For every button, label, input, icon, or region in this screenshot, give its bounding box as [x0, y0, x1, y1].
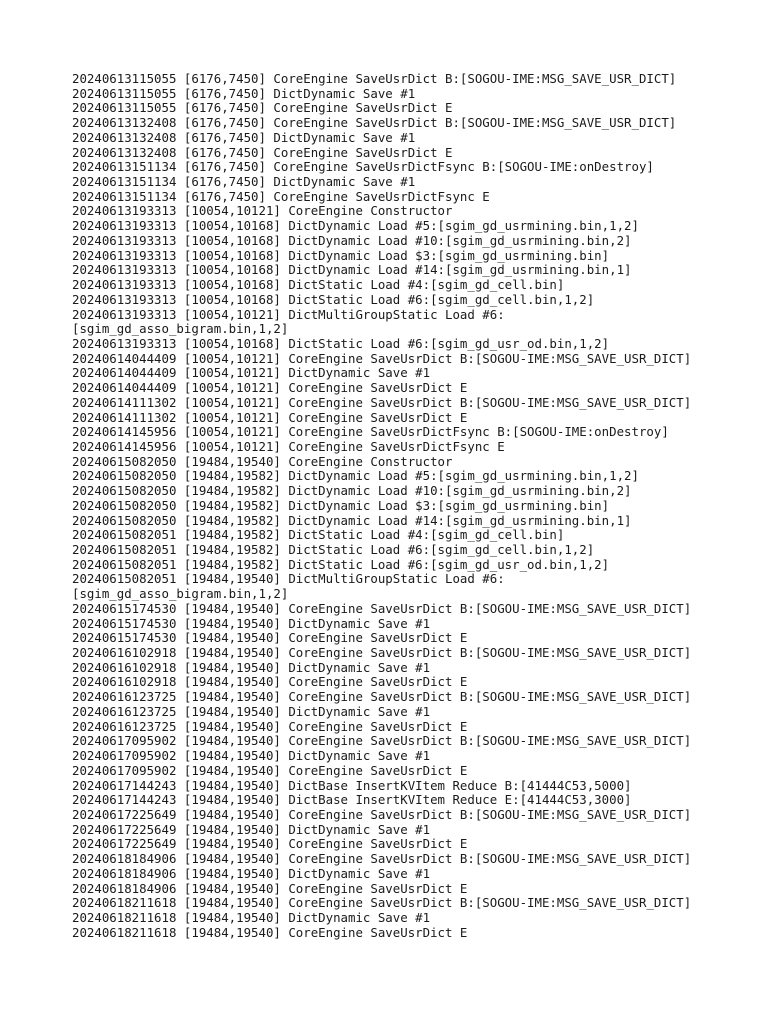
log-line: 20240615082050 [19484,19582] DictDynamic Load $3:[sgim_gd_usrmining.bin]	[72, 497, 610, 513]
log-line: 20240614044409 [10054,10121] DictDynamic Save #1	[72, 365, 431, 381]
log-line: 20240613115055 [6176,7450] CoreEngine SaveUsrDict B:[SOGOU-IME:MSG_SAVE_USR_DICT]	[72, 71, 677, 86]
log-line: [sgim_gd_asso_bigram.bin,1,2]	[72, 586, 289, 602]
log-line: 20240617095902 [19484,19540] DictDynamic Save #1	[72, 748, 431, 764]
log-line: 20240617095902 [19484,19540] CoreEngine SaveUsrDict E	[72, 762, 468, 778]
log-line: 20240614044409 [10054,10121] CoreEngine SaveUsrDict E	[72, 380, 468, 396]
log-line: 20240614145956 [10054,10121] CoreEngine SaveUsrDictFsync B:[SOGOU-IME:onDestroy]	[72, 424, 669, 440]
log-line: 20240617144243 [19484,19540] DictBase InsertKVItem Reduce E:[41444C53,3000]	[72, 792, 632, 808]
log-document	[72, 72, 732, 940]
log-line: 20240613193313 [10054,10168] DictDynamic Load $3:[sgim_gd_usrmining.bin]	[72, 247, 610, 263]
log-line: 20240615082050 [19484,19582] DictDynamic Load #14:[sgim_gd_usrmining.bin,1]	[72, 512, 632, 528]
log-line: 20240613132408 [6176,7450] DictDynamic Save #1	[72, 129, 416, 145]
log-line: 20240613193313 [10054,10168] DictDynamic Load #10:[sgim_gd_usrmining.bin,2]	[72, 232, 632, 248]
log-line: 20240616102918 [19484,19540] CoreEngine SaveUsrDict B:[SOGOU-IME:MSG_SAVE_USR_DICT]	[72, 645, 692, 661]
log-line: 20240618211618 [19484,19540] CoreEngine SaveUsrDict E	[72, 924, 468, 940]
log-line: 20240616123725 [19484,19540] CoreEngine SaveUsrDict E	[72, 718, 468, 734]
log-line: 20240613151134 [6176,7450] CoreEngine SaveUsrDictFsync E	[72, 188, 490, 204]
log-line: 20240617095902 [19484,19540] CoreEngine SaveUsrDict B:[SOGOU-IME:MSG_SAVE_USR_DICT]	[72, 733, 692, 749]
log-line: 20240617225649 [19484,19540] DictDynamic Save #1	[72, 821, 431, 837]
log-line: 20240615082050 [19484,19582] DictDynamic Load #5:[sgim_gd_usrmining.bin,1,2]	[72, 468, 639, 484]
log-line: 20240615082050 [19484,19540] CoreEngine Constructor	[72, 453, 453, 469]
log-line: 20240613151134 [6176,7450] CoreEngine SaveUsrDictFsync B:[SOGOU-IME:onDestroy]	[72, 159, 654, 175]
log-line: 20240613115055 [6176,7450] CoreEngine SaveUsrDict E	[72, 100, 453, 116]
log-line: 20240615082051 [19484,19582] DictStatic Load #6:[sgim_gd_cell.bin,1,2]	[72, 542, 595, 557]
log-line: 20240613132408 [6176,7450] CoreEngine SaveUsrDict E	[72, 144, 453, 160]
log-line: 20240617225649 [19484,19540] CoreEngine SaveUsrDict B:[SOGOU-IME:MSG_SAVE_USR_DICT]	[72, 806, 692, 822]
log-line: 20240613193313 [10054,10168] DictStatic Load #4:[sgim_gd_cell.bin]	[72, 277, 565, 293]
log-line: 20240613193313 [10054,10168] DictDynamic Load #14:[sgim_gd_usrmining.bin,1]	[72, 262, 632, 278]
log-line: 20240616123725 [19484,19540] DictDynamic Save #1	[72, 703, 431, 719]
log-line: 20240615174530 [19484,19540] CoreEngine SaveUsrDict E	[72, 630, 468, 646]
log-line: 20240615174530 [19484,19540] CoreEngine SaveUsrDict B:[SOGOU-IME:MSG_SAVE_USR_DICT]	[72, 600, 692, 616]
log-line: 20240618211618 [19484,19540] DictDynamic Save #1	[72, 909, 431, 925]
log-line: 20240613193313 [10054,10121] CoreEngine Constructor	[72, 203, 453, 219]
log-line: 20240618184906 [19484,19540] CoreEngine SaveUsrDict E	[72, 880, 468, 896]
log-line: 20240616102918 [19484,19540] CoreEngine SaveUsrDict E	[72, 674, 468, 690]
log-line: 20240613193313 [10054,10168] DictDynamic Load #5:[sgim_gd_usrmining.bin,1,2]	[72, 218, 639, 234]
log-line: 20240616102918 [19484,19540] DictDynamic Save #1	[72, 659, 431, 675]
log-line: 20240614145956 [10054,10121] CoreEngine SaveUsrDictFsync E	[72, 438, 505, 454]
log-line: 20240617225649 [19484,19540] CoreEngine SaveUsrDict E	[72, 836, 468, 852]
log-line: 20240614111302 [10054,10121] CoreEngine SaveUsrDict E	[72, 409, 468, 425]
log-line: 20240613115055 [6176,7450] DictDynamic Save #1	[72, 85, 416, 101]
log-line: 20240616123725 [19484,19540] CoreEngine SaveUsrDict B:[SOGOU-IME:MSG_SAVE_USR_DICT]	[72, 689, 692, 705]
log-line: 20240618184906 [19484,19540] DictDynamic Save #1	[72, 865, 431, 881]
log-body	[72, 72, 732, 940]
log-line: 20240617144243 [19484,19540] DictBase InsertKVItem Reduce B:[41444C53,5000]	[72, 777, 632, 793]
log-line: [sgim_gd_asso_bigram.bin,1,2]	[72, 321, 289, 337]
log-line: 20240615082051 [19484,19582] DictStatic Load #4:[sgim_gd_cell.bin]	[72, 527, 565, 543]
log-line: 20240614111302 [10054,10121] CoreEngine SaveUsrDict B:[SOGOU-IME:MSG_SAVE_USR_DICT]	[72, 394, 692, 410]
log-line: 20240618184906 [19484,19540] CoreEngine SaveUsrDict B:[SOGOU-IME:MSG_SAVE_USR_DICT]	[72, 851, 692, 867]
log-line: 20240613132408 [6176,7450] CoreEngine SaveUsrDict B:[SOGOU-IME:MSG_SAVE_USR_DICT]	[72, 115, 677, 131]
log-line: 20240615082051 [19484,19582] DictStatic Load #6:[sgim_gd_usr_od.bin,1,2]	[72, 556, 610, 572]
log-line: 20240614044409 [10054,10121] CoreEngine SaveUsrDict B:[SOGOU-IME:MSG_SAVE_USR_DICT]	[72, 350, 692, 366]
log-line: 20240615082050 [19484,19582] DictDynamic Load #10:[sgim_gd_usrmining.bin,2]	[72, 483, 632, 499]
log-line: 20240615082051 [19484,19540] DictMultiGroupStatic Load #6:	[72, 571, 505, 587]
log-line: 20240613193313 [10054,10121] DictMultiGroupStatic Load #6:	[72, 306, 505, 322]
log-line: 20240613193313 [10054,10168] DictStatic Load #6:[sgim_gd_usr_od.bin,1,2]	[72, 335, 610, 351]
log-line: 20240618211618 [19484,19540] CoreEngine SaveUsrDict B:[SOGOU-IME:MSG_SAVE_USR_DICT]	[72, 895, 692, 911]
log-line: 20240613151134 [6176,7450] DictDynamic Save #1	[72, 174, 416, 190]
log-line: 20240615174530 [19484,19540] DictDynamic Save #1	[72, 615, 431, 631]
log-line: 20240613193313 [10054,10168] DictStatic Load #6:[sgim_gd_cell.bin,1,2]	[72, 291, 595, 307]
